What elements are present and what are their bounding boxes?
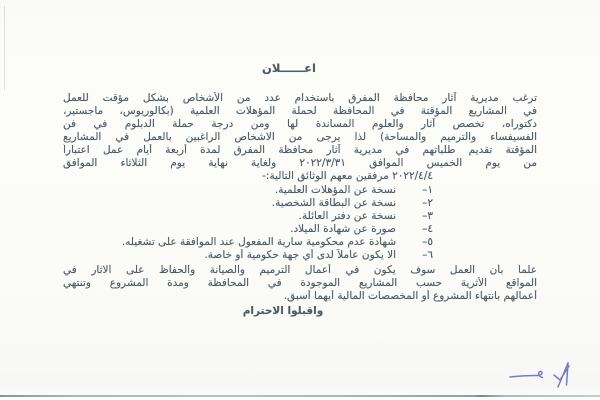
requirement-number: ٥–: [422, 236, 433, 248]
requirement-item: [63, 223, 433, 236]
requirement-item: [63, 184, 433, 197]
requirement-number: ١–: [422, 184, 433, 196]
closing-line: علماً بأن العمل سوف يكون في أعمال الترميم والصيانة والحفاظ على الاثار في: [63, 264, 537, 276]
requirement-number: ٦–: [422, 249, 433, 261]
requirement-number: ٣–: [422, 210, 433, 222]
intro-line: الفسيفساء والترميم والمساحة) لذا يرجى من الاشخاص الراغبين بالعمل في المشاريع: [63, 131, 537, 143]
intro-line: ترغب مديرية آثار محافظة المفرق باستخدام عدد من الأشخاص بشكل مؤقت للعمل: [63, 92, 537, 104]
announcement-document: [63, 62, 537, 318]
intro-paragraph: [63, 92, 537, 183]
requirement-number: ٢–: [422, 197, 433, 209]
intro-line: ٢٠٢٢/٤/٤ مرفقين معهم الوثائق التالية:-: [262, 170, 433, 182]
arrow-loop-scribble-icon: [510, 372, 543, 378]
intro-line: دكتوراه، تخصص آثار والعلوم المساندة لها ومن درجة حملة الدبلوم في فن: [63, 118, 537, 130]
requirement-item: [63, 236, 433, 249]
intro-line: المؤقتة تقديم طلباتهم في مديرية آثار محافظة المفرق لمدة أربعة أيام عمل اعتباراً: [63, 144, 537, 156]
requirement-text: نسخة عن دفتر العائلة.: [298, 210, 396, 222]
intro-line: من يوم الخميس الموافق ٢٠٢٢/٣/٣١ ولغاية نهاية يوم الثلاثاء الموافق: [63, 157, 537, 169]
closing-paragraph: [63, 264, 537, 303]
signoff-text: واقبلوا الاحترام: [242, 305, 324, 317]
scan-left-edge-line: [4, 6, 5, 90]
closing-line: المواقع الأثرية حسب المشاريع الموجودة في المحافظة ومدة المشروع وتنتهي: [63, 277, 537, 289]
requirement-text: صورة عن شهادة الميلاد.: [290, 223, 396, 235]
handwritten-pen-marks: [508, 360, 580, 390]
scan-bottom-edge-line: [0, 395, 600, 397]
document-title: اعــــــلان: [262, 61, 316, 75]
requirement-item: [63, 249, 433, 262]
closing-line: أعمالهم بانتهاء المشروع أو المخصصات المالية أيهما أسبق.: [283, 290, 537, 302]
requirement-text: شهادة عدم محكومية سارية المفعول عند الموافقة على تشغيله.: [121, 236, 396, 248]
requirements-list: [63, 184, 433, 262]
requirement-item: [63, 210, 433, 223]
requirement-text: نسخة عن البطاقة الشخصية.: [271, 197, 396, 209]
requirement-text: نسخة عن المؤهلات العلمية.: [274, 184, 396, 196]
requirement-text: الا يكون عاملاً لدى أي جهة حكومية أو خاصة.: [204, 249, 396, 261]
requirement-item: [63, 197, 433, 210]
intro-line: في المشاريع المؤقتة في المحافظة لحملة المؤهلات العلمية (بكالوريوس، ماجستير،: [63, 105, 537, 117]
requirement-number: ٤–: [422, 223, 433, 235]
